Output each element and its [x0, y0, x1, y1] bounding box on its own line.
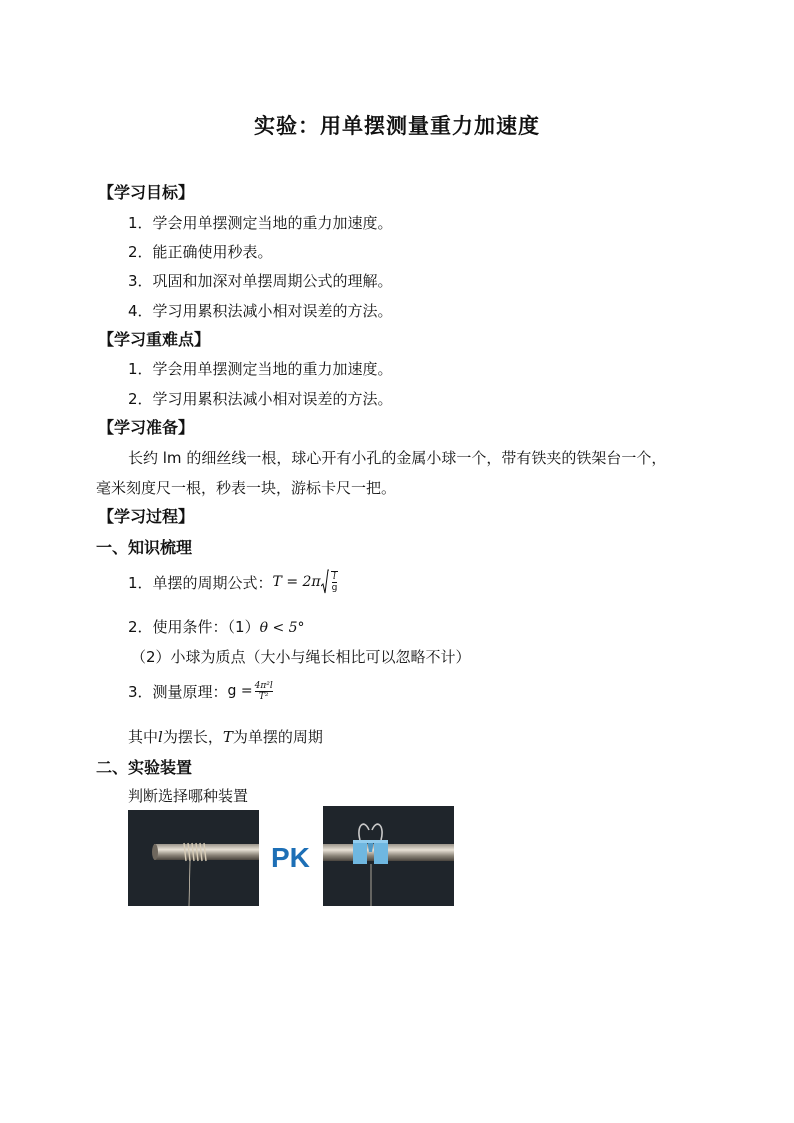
condition-2: （2）小球为质点（大小与绳长相比可以忽略不计）	[131, 648, 471, 666]
page-title: 实验：用单摆测量重力加速度	[254, 114, 540, 138]
knowledge-heading: 一、知识梳理	[96, 538, 193, 557]
preparation-line: 毫米刻度尺一根，秒表一块，游标卡尺一把。	[96, 479, 397, 497]
condition-math: θ < 5°	[259, 620, 305, 636]
apparatus-prompt: 判断选择哪种装置	[128, 787, 249, 805]
goal-item: 2．能正确使用秒表。	[128, 243, 273, 261]
text: 为摆长，	[162, 728, 223, 746]
text: 为单摆的周期	[232, 728, 323, 746]
period-formula-lhs: T = 2π	[272, 574, 321, 590]
key-point-item: 2．学习用累积法减小相对误差的方法。	[128, 390, 393, 408]
principle-numerator: 4π²l	[254, 680, 273, 691]
key-point-item: 1．学会用单摆测定当地的重力加速度。	[128, 360, 393, 378]
goal-item: 4．学习用累积法减小相对误差的方法。	[128, 302, 393, 320]
principle-line	[128, 676, 273, 706]
goal-item: 1．学会用单摆测定当地的重力加速度。	[128, 214, 393, 232]
principle-denominator: T²	[258, 691, 269, 702]
goals-heading: 【学习目标】	[98, 183, 195, 202]
period-formula-numerator: l	[333, 572, 336, 582]
text: 其中	[128, 728, 159, 746]
goal-item: 3．巩固和加深对单摆周期公式的理解。	[128, 272, 393, 290]
condition-line	[128, 616, 305, 637]
variable-explanation	[128, 726, 323, 747]
apparatus-photo-binder-clip	[323, 806, 454, 906]
pk-label: PK	[271, 842, 310, 873]
preparation-line: 长约 lm 的细丝线一根，球心开有小孔的金属小球一个，带有铁夹的铁架台一个，	[128, 449, 667, 467]
condition-label: 2．使用条件：（1）	[128, 618, 260, 636]
period-formula-line	[128, 568, 338, 596]
key-points-heading: 【学习重难点】	[98, 330, 211, 349]
var-T: T	[222, 728, 233, 746]
process-heading: 【学习过程】	[98, 507, 195, 526]
var-l: l	[158, 728, 163, 746]
period-formula-label: 1．单摆的周期公式：	[128, 573, 273, 592]
sqrt-symbol	[321, 569, 339, 595]
preparation-heading: 【学习准备】	[98, 418, 195, 437]
apparatus-heading: 二、实验装置	[96, 758, 193, 777]
principle-lhs: g =	[227, 683, 253, 699]
apparatus-photo-thread-wound	[128, 810, 259, 906]
period-formula-denominator: g	[331, 583, 338, 593]
principle-label: 3．测量原理：	[128, 682, 228, 701]
